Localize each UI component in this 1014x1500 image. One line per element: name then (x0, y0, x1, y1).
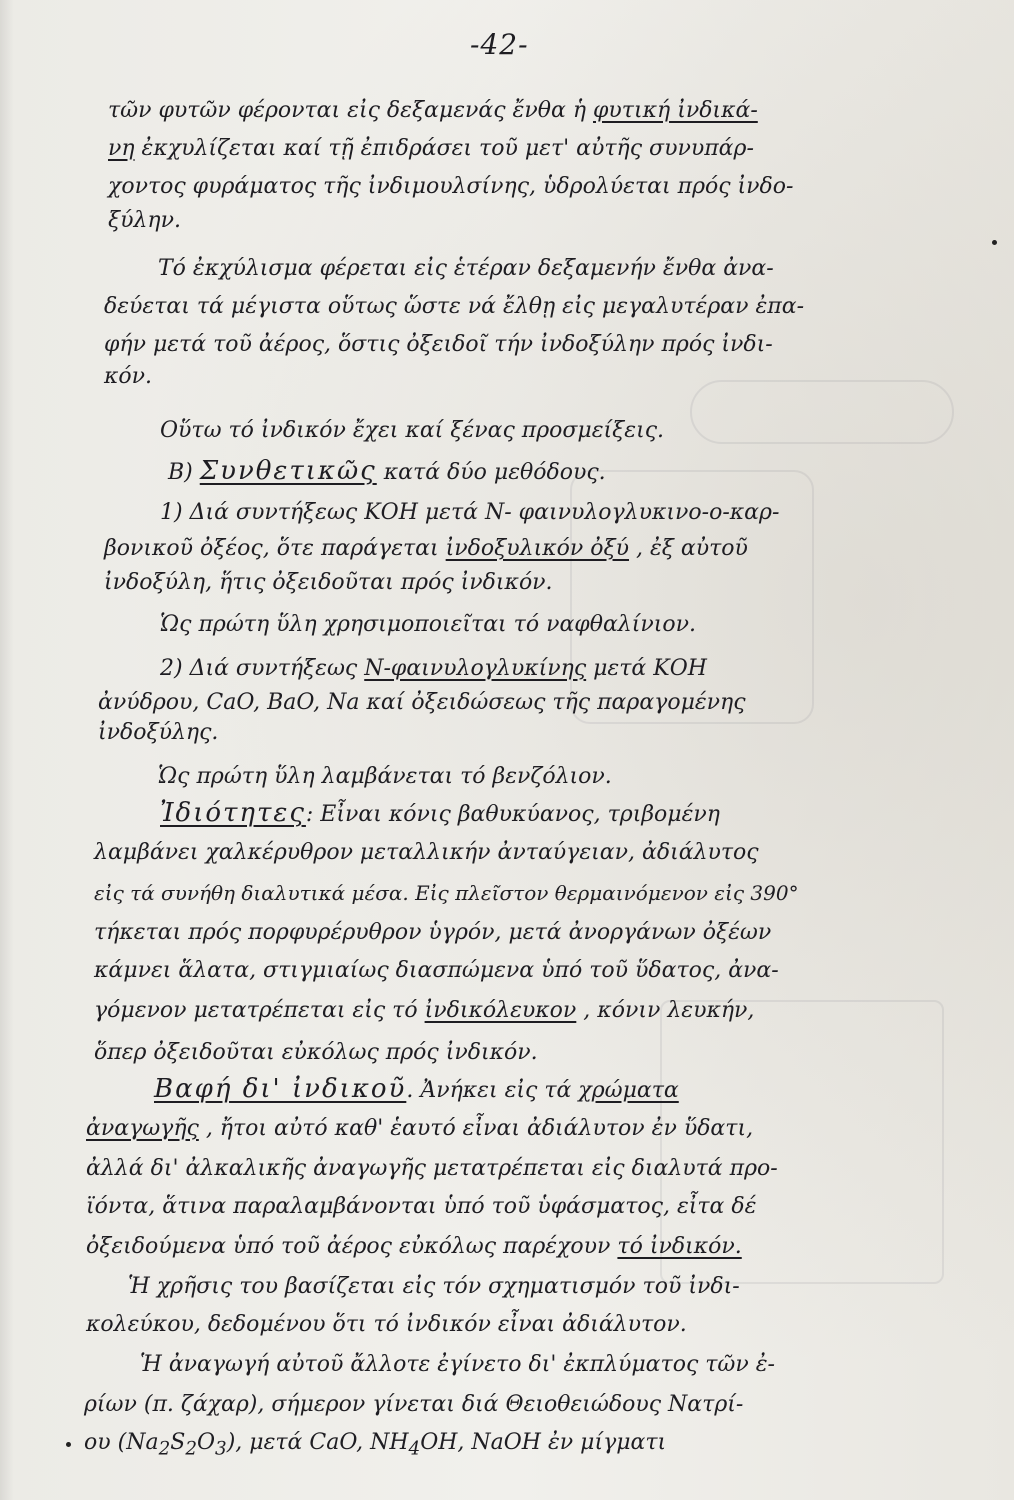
page-edge-shadow (0, 0, 14, 1500)
underlined-term: χρώματα (578, 1078, 679, 1103)
text-run: χοντος φυράματος τῆς ἰνδιμουλσίνης, ὑδρολύεται πρός ἰνδο- (108, 174, 794, 199)
margin-mark (992, 240, 997, 245)
text-run: τήκεται πρός πορφυρέρυθρον ὑγρόν, μετά ἀνοργάνων ὀξέων (94, 920, 772, 945)
text-run: OH, NaOH ἐν μίγματι (420, 1430, 667, 1455)
page-number: -42- (470, 28, 529, 61)
text-run: κατά δύο μεθόδους. (376, 460, 606, 485)
text-line (160, 612, 696, 638)
text-run: φήν μετά τοῦ ἀέρος, ὅστις ὀξειδοῖ τήν ἰνδοξύλην πρός ἰνδι- (104, 332, 773, 357)
text-line (94, 958, 779, 984)
text-run: ἰνδοξύλης. (98, 720, 219, 745)
text-line (160, 500, 779, 526)
text-run: ου (Na (84, 1430, 159, 1455)
text-line (86, 1234, 742, 1260)
underlined-term: ἀναγωγῆς (86, 1116, 199, 1141)
text-run: O (196, 1430, 216, 1455)
text-run: . Ἀνήκει εἰς τά (406, 1078, 579, 1103)
text-run: κάμνει ἅλατα, στιγμιαίως διασπώμενα ὑπό τοῦ ὕδατος, ἀνα- (94, 958, 779, 983)
underlined-term: ἰνδοξυλικόν ὀξύ (445, 536, 629, 561)
text-run: ὀξειδούμενα ὑπό τοῦ ἀέρος εὐκόλως παρέχουν (86, 1234, 618, 1259)
text-run: , κόνιν λευκήν, (576, 998, 755, 1023)
text-line (168, 458, 606, 486)
margin-mark (66, 1442, 71, 1447)
text-run: ἀλλά δι' ἀλκαλικῆς ἀναγωγῆς μετατρέπεται εἰς διαλυτά προ- (86, 1156, 778, 1181)
text-line (104, 570, 553, 596)
text-run: τῶν φυτῶν φέρονται εἰς δεξαμενάς ἔνθα ἡ (108, 98, 594, 123)
text-line (84, 1392, 743, 1418)
text-run: ξύλην. (108, 208, 181, 233)
text-run: , ἤτοι αὐτό καθ' ἑαυτό εἶναι ἀδιάλυτον ἐν ὕδατι, (198, 1116, 754, 1141)
text-run: Β) (168, 460, 200, 485)
text-line (94, 880, 799, 906)
text-line (140, 1352, 775, 1378)
text-line (98, 690, 746, 716)
text-run: γόμενον μετατρέπεται εἰς τό (94, 998, 425, 1023)
text-line (108, 136, 754, 162)
text-run: Οὕτω τό ἰνδικόν ἔχει καί ξένας προσμείξεις. (160, 418, 665, 443)
text-line (86, 1312, 687, 1338)
text-run: δεύεται τά μέγιστα οὕτως ὥστε νά ἔλθῃ εἰς μεγαλυτέραν ἐπα- (104, 294, 805, 319)
text-line (94, 998, 754, 1024)
bleed-through-shape (690, 380, 954, 444)
text-line (86, 1194, 756, 1220)
text-line (108, 208, 181, 234)
text-run: Ἡ χρῆσις του βασίζεται εἰς τόν σχηματισμόν τοῦ ἰνδι- (128, 1274, 740, 1299)
text-run: S (170, 1430, 186, 1455)
text-line (108, 174, 793, 200)
text-run: Τό ἐκχύλισμα φέρεται εἰς ἑτέραν δεξαμενήν ἔνθα ἀνα- (158, 256, 774, 281)
text-run: ), μετά CaO, NH (226, 1430, 409, 1455)
text-line (128, 1274, 740, 1300)
section-heading: Συνθετικῶς (199, 456, 377, 486)
text-run: 1) Διά συντήξεως ΚΟΗ μετά Ν- φαινυλογλυκινο-ο-καρ- (160, 500, 780, 525)
text-run: 2) Διά συντήξεως (160, 656, 365, 681)
underlined-term: φυτική ἰνδικά- (593, 98, 758, 123)
underlined-term: ἰνδικόλευκον (424, 998, 577, 1023)
text-run: ἐκχυλίζεται καί τῇ ἐπιδράσει τοῦ μετ' αὐτῆς συνυπάρ- (134, 136, 754, 161)
text-line (84, 1430, 666, 1462)
text-line (86, 1156, 778, 1182)
text-line (104, 536, 748, 562)
text-line (86, 1116, 753, 1142)
text-line (94, 1040, 538, 1066)
text-line (104, 364, 152, 390)
text-line (160, 800, 720, 828)
text-line (98, 720, 218, 746)
text-run: Ὡς πρώτη ὕλη λαμβάνεται τό βενζόλιον. (158, 764, 612, 789)
text-line (158, 256, 774, 282)
text-run: μετά ΚΟΗ (586, 656, 707, 681)
subscript: 4 (408, 1438, 421, 1460)
text-run: κόν. (104, 364, 153, 389)
text-run: Ὡς πρώτη ὕλη χρησιμοποιεῖται τό ναφθαλίνιον. (160, 612, 696, 637)
text-run: λαμβάνει χαλκέρυθρον μεταλλικήν ἀνταύγειαν, ἀδιάλυτος (94, 840, 759, 865)
text-line (158, 764, 612, 790)
text-run: ἀνύδρου, CaO, BaO, Na καί ὀξειδώσεως τῆς παραγομένης (98, 690, 746, 715)
underlined-term: τό ἰνδικόν. (617, 1234, 742, 1259)
text-line (108, 98, 758, 124)
text-run: Ἡ ἀναγωγή αὐτοῦ ἄλλοτε ἐγίνετο δι' ἐκπλύματος τῶν ἐ- (140, 1352, 775, 1377)
text-line (94, 920, 771, 946)
text-run: ἰνδοξύλη, ἥτις ὀξειδοῦται πρός ἰνδικόν. (104, 570, 553, 595)
text-line (104, 332, 773, 358)
text-run: εἰς τά συνήθη διαλυτικά μέσα. Εἰς πλεῖστον θερμαινόμενον εἰς 390° (94, 881, 799, 905)
text-run: , ἐξ αὐτοῦ (628, 536, 748, 561)
text-run: βονικοῦ ὀξέος, ὅτε παράγεται (104, 536, 446, 561)
text-line (160, 656, 707, 682)
text-run: κολεύκου, δεδομένου ὅτι τό ἰνδικόν εἶναι ἀδιάλυτον. (86, 1312, 687, 1337)
underlined-term: νη (108, 136, 135, 161)
text-line (94, 840, 759, 866)
text-run: ϊόντα, ἅτινα παραλαμβάνονται ὑπό τοῦ ὑφάσματος, εἶτα δέ (86, 1194, 757, 1219)
text-line (160, 418, 664, 444)
text-line (104, 294, 804, 320)
section-heading: Ἰδιότητες (160, 798, 306, 828)
text-run: ρίων (π. ζάχαρ), σήμερον γίνεται διά Θειοθειώδους Νατρί- (84, 1392, 744, 1417)
subscript: 2 (185, 1438, 197, 1460)
subscript: 3 (215, 1438, 227, 1460)
underlined-term: Ν-φαινυλογλυκίνης (364, 656, 587, 681)
text-line (154, 1076, 679, 1104)
section-heading: Βαφή δι' ἰνδικοῦ (154, 1074, 407, 1104)
text-run: : Εἶναι κόνις βαθυκύανος, τριβομένη (305, 802, 720, 827)
subscript: 2 (158, 1438, 171, 1460)
text-run: ὅπερ ὀξειδοῦται εὐκόλως πρός ἰνδικόν. (94, 1040, 538, 1065)
